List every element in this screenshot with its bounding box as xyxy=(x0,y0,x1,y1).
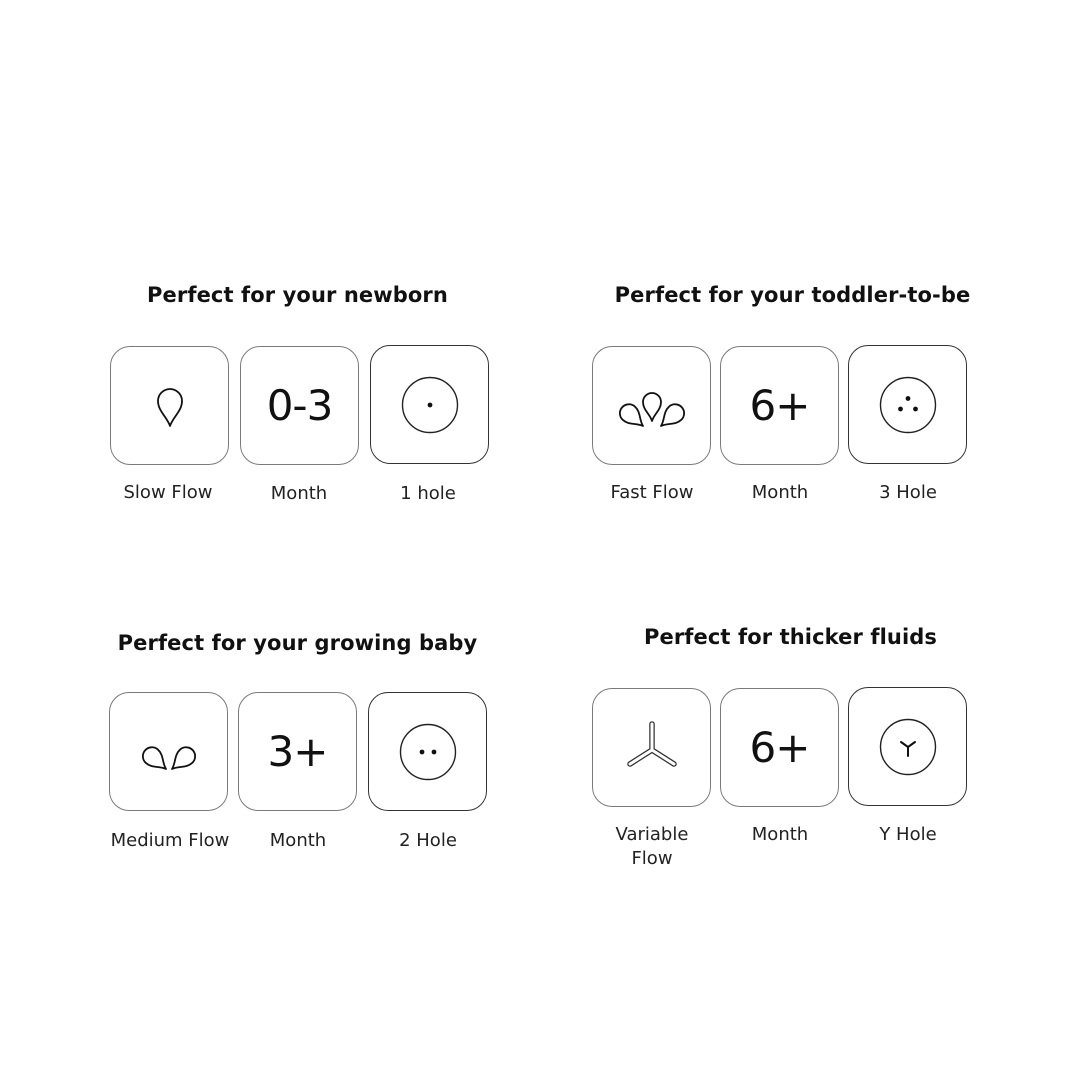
hole-label: 3 Hole xyxy=(879,482,937,503)
section-heading-toddler: Perfect for your toddler-to-be xyxy=(614,283,971,307)
flow-label-line1: Variable xyxy=(615,824,689,845)
hole-tile-1 xyxy=(370,345,489,464)
one-hole-icon xyxy=(400,375,460,435)
hole-label: 1 hole xyxy=(400,483,456,504)
hole-tile-3 xyxy=(848,345,967,464)
section-heading-thicker-fluids: Perfect for thicker fluids xyxy=(644,625,937,649)
flow-label-line2: Flow xyxy=(631,848,673,869)
age-tile-6plus xyxy=(720,346,839,465)
y-cut-icon xyxy=(622,718,682,778)
age-value: 3+ xyxy=(267,726,328,776)
three-drops-icon xyxy=(612,381,692,431)
hole-tile-2 xyxy=(368,692,487,811)
hole-label: Y Hole xyxy=(879,824,937,845)
y-hole-icon xyxy=(878,717,938,777)
flow-tile-medium xyxy=(109,692,228,811)
flow-label: Slow Flow xyxy=(123,482,213,503)
age-value: 6+ xyxy=(749,380,810,430)
section-heading-growing-baby: Perfect for your growing baby xyxy=(117,631,478,655)
flow-tile-variable xyxy=(592,688,711,807)
age-label: Month xyxy=(751,824,809,845)
age-value: 0-3 xyxy=(266,380,333,430)
flow-label: Fast Flow xyxy=(610,482,694,503)
hole-tile-y xyxy=(848,687,967,806)
age-value: 6+ xyxy=(749,722,810,772)
two-drops-icon xyxy=(134,727,204,777)
age-tile-3plus xyxy=(238,692,357,811)
hole-label: 2 Hole xyxy=(399,830,457,851)
age-tile-0-3 xyxy=(240,346,359,465)
age-label: Month xyxy=(269,830,327,851)
section-heading-newborn: Perfect for your newborn xyxy=(147,283,448,307)
single-drop-icon xyxy=(150,381,190,431)
three-holes-icon xyxy=(878,375,938,435)
age-tile-6plus xyxy=(720,688,839,807)
two-holes-icon xyxy=(398,722,458,782)
flow-tile-slow xyxy=(110,346,229,465)
age-label: Month xyxy=(270,483,328,504)
flow-label xyxy=(582,823,722,871)
flow-tile-fast xyxy=(592,346,711,465)
age-label: Month xyxy=(751,482,809,503)
flow-label: Medium Flow xyxy=(110,830,230,851)
